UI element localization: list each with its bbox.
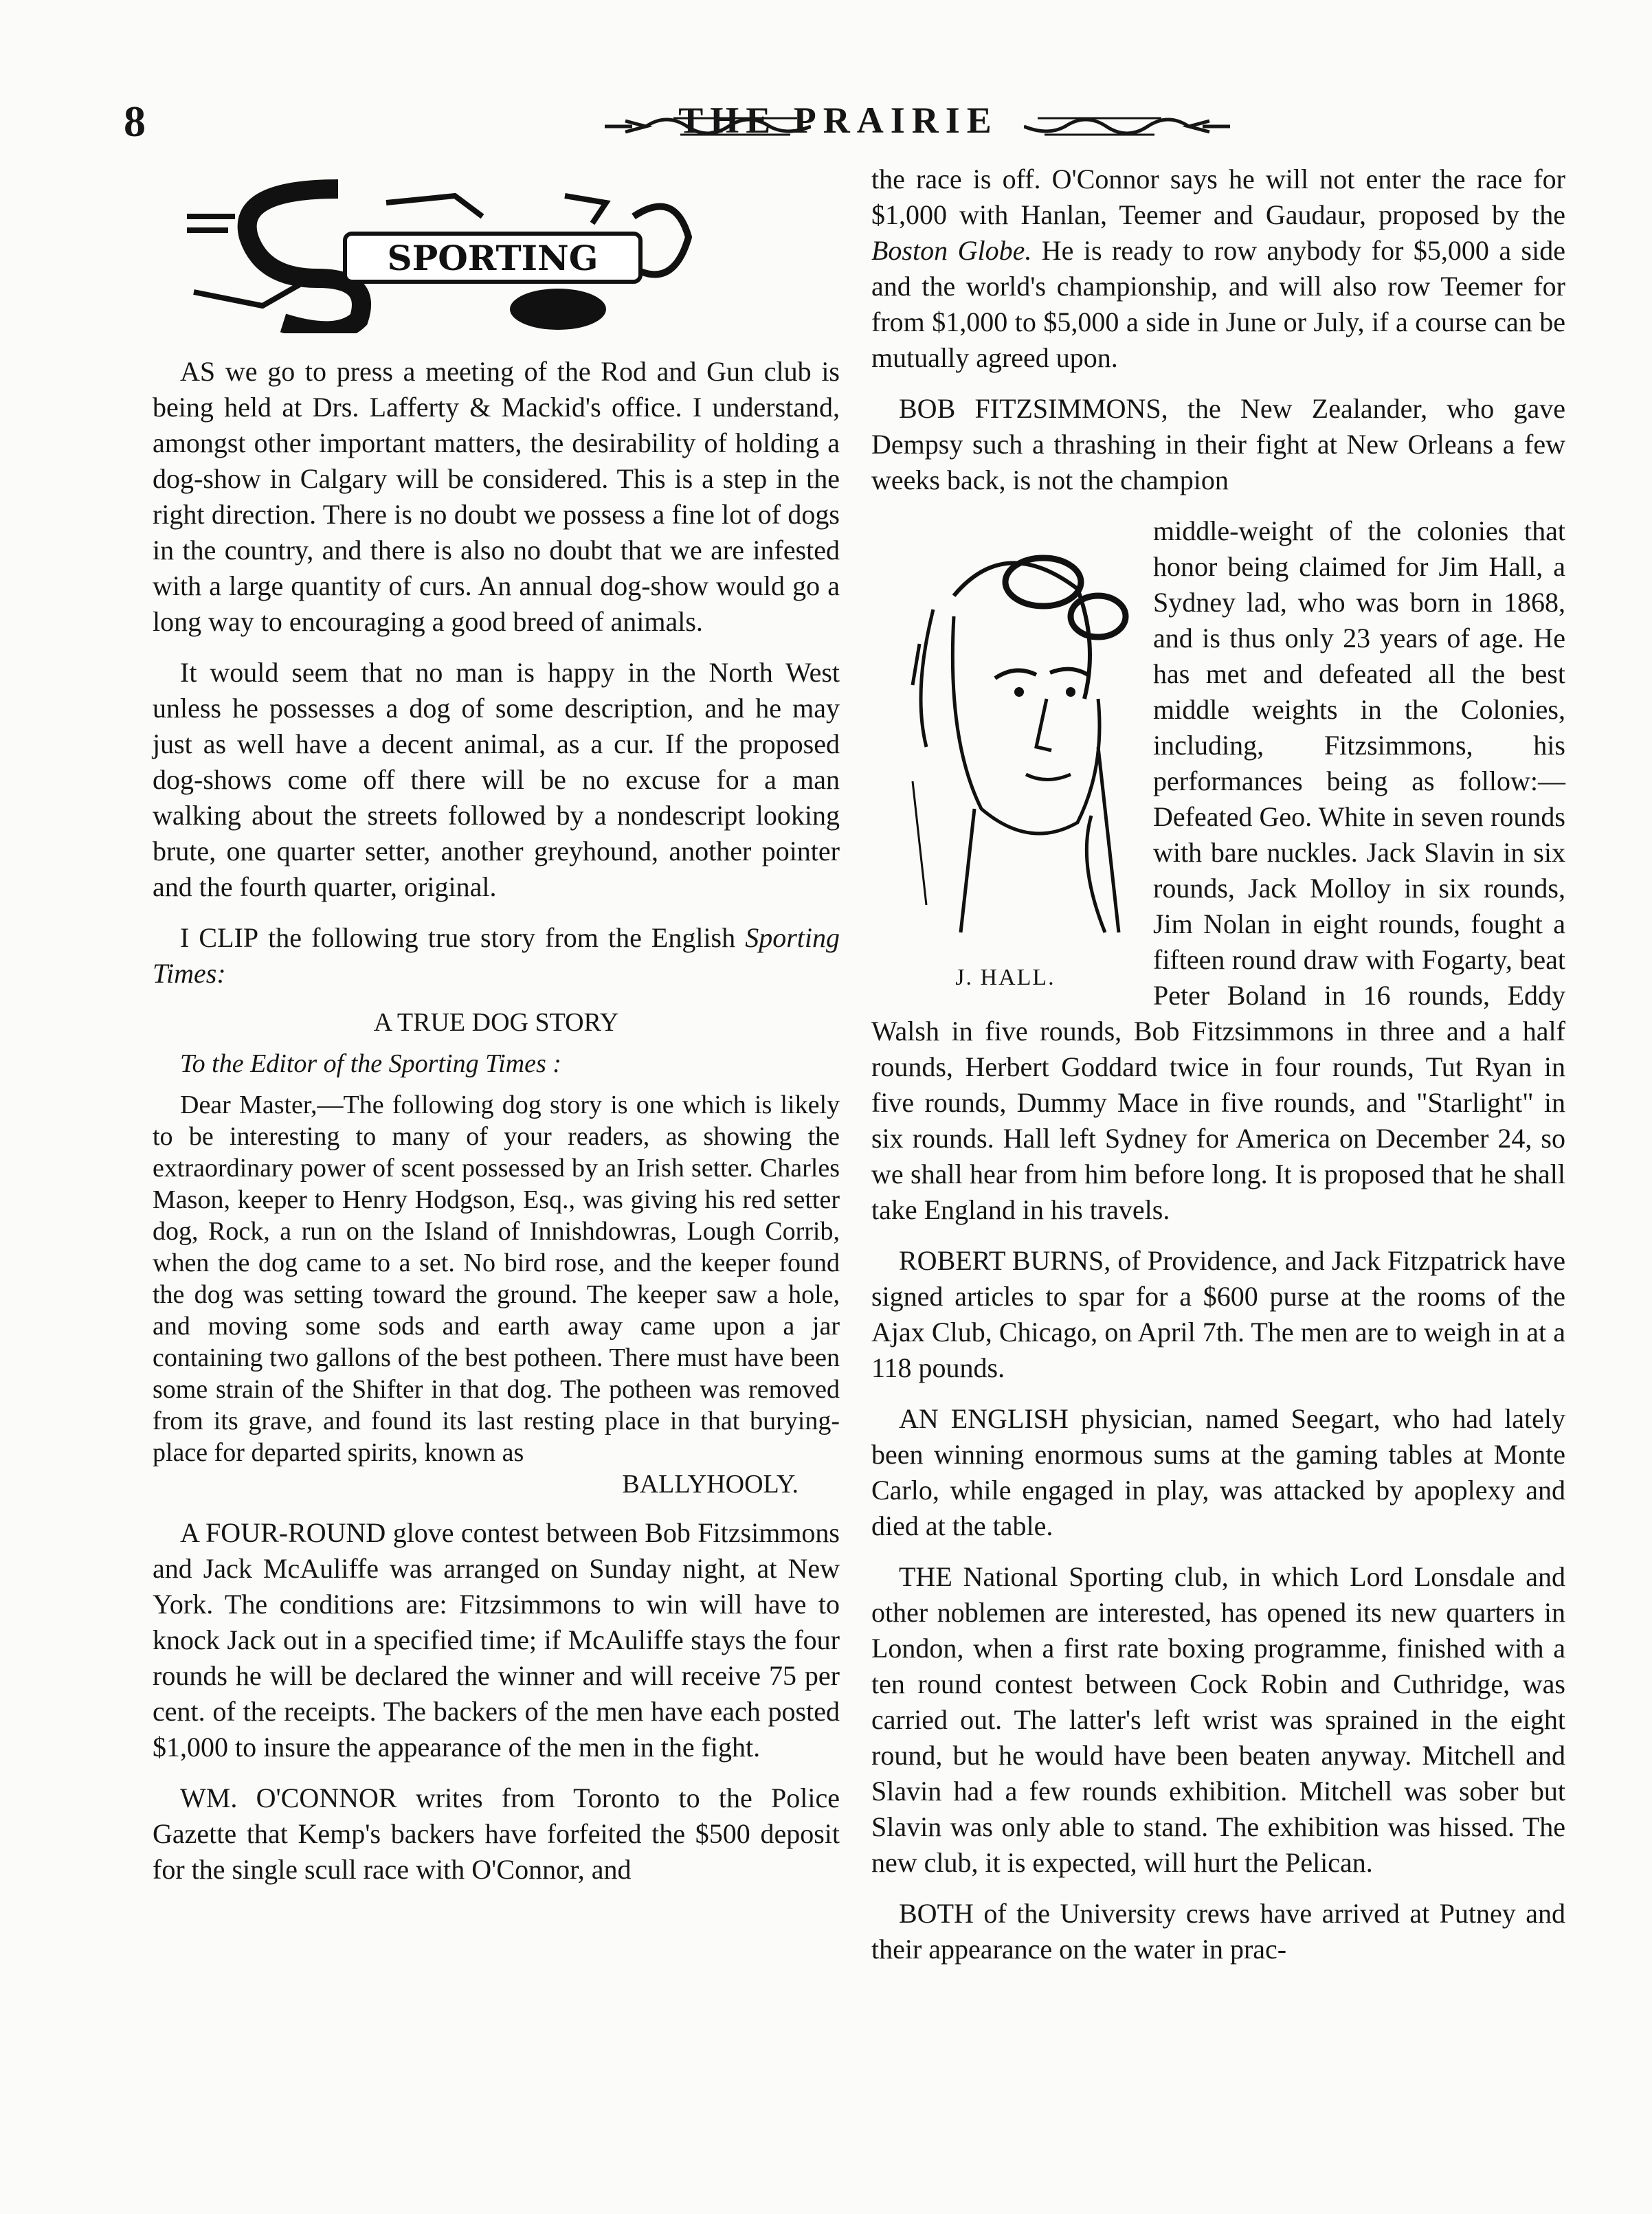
dog-story-letter: [153, 1007, 840, 1500]
paragraph-text: National Sporting club, in which Lord Lonsdale and other noblemen are interested, has opened its new quarters in London, when a first rate boxing programme, finished with a ten round contest between Cock Robin and Cuthridge, was carried out. The latter's left wrist was sprained in the eight round, but he would have been beaten anyway. Mitchell and Slavin had a few rounds exhibition. Mitchell was sober but Slavin was only able to stand. The exhibition was hissed. The new club, it is expected, will hurt the Pelican.: [871, 1561, 1565, 1878]
sporting-banner-title: SPORTING: [387, 238, 599, 278]
paragraph-text: He is ready to row anybody for $5,000 a side and the world's championship, and will also row Teemer for from $1,000 to $5,000 a side in June or July, if a course can be mutually agreed upon.: [871, 235, 1565, 373]
story-body: Dear Master,—The following dog story is one which is likely to be interesting to many of your readers, as showing the extraordinary power of scent possessed by an Irish setter. Charles Mason, keeper to Henry Hodgson, Esq., was giving his red setter dog, Rock, a run on the Island of Innishdowras, Lough Corrib, when the dog came to a set. No bird rose, and the keeper found the dog was setting toward the ground. The keeper saw a hole, and moving some sods and earth away came upon a jar containing two gallons of the best potheen. There must have been some strain of the Shifter in that dog. The potheen was removed from its grave, and found its last resting place in that burying-place for departed spirits, known as: [153, 1091, 840, 1467]
lead-word: BOB FITZSIMMONS: [899, 393, 1161, 424]
paragraph: [871, 1559, 1565, 1881]
portrait-figure: [871, 520, 1139, 1001]
left-column: [153, 161, 840, 1903]
paragraph: [871, 1896, 1565, 1967]
paragraph: [871, 161, 1565, 376]
paragraph: [153, 1780, 840, 1888]
lead-word: BOTH: [899, 1898, 974, 1929]
paragraph: [153, 920, 840, 992]
story-signature: BALLYHOOLY.: [622, 1470, 799, 1499]
boxer-portrait-illustration: [871, 520, 1139, 939]
paragraph-text: the race is off. O'Connor says he will not enter the race for $1,000 with Hanlan, Teemer and Gaudaur, proposed by the: [871, 164, 1565, 230]
lead-word: A FOUR-ROUND: [180, 1517, 386, 1548]
paragraph-text: the following true story from the English: [258, 922, 746, 953]
paragraph-text: , the New Zealander, who gave Dempsy such a thrashing in their fight at New Orleans a few weeks back, is not the champion: [871, 393, 1565, 495]
paragraph: [153, 1515, 840, 1765]
paragraph: It would seem that no man is happy in the North West unless he possesses a dog of some description, and he may just as well have a decent animal, as a cur. If the proposed dog-shows come off there will be no excuse for a man walking about the streets followed by a nondescript looking brute, one quarter setter, another greyhound, another pointer and the fourth quarter, original.: [153, 657, 840, 902]
publication-name: Sporting Times:: [153, 922, 840, 989]
page-header: [124, 96, 1553, 158]
lead-word: ROBERT BURNS: [899, 1245, 1104, 1276]
lead-word: AN ENGLISH: [899, 1403, 1069, 1434]
paragraph: [153, 354, 840, 640]
story-salutation: To the Editor of the Sporting Times :: [180, 1049, 561, 1078]
header-ornament-right: [1024, 111, 1230, 139]
paragraph-text: of the University crews have arrived at Putney and their appearance on the water in prac-: [871, 1898, 1565, 1965]
magazine-title: THE PRAIRIE: [678, 100, 998, 141]
portrait-caption: J. HALL.: [955, 965, 1056, 990]
paragraph: [871, 391, 1565, 498]
paragraph-text: we go to press a meeting of the Rod and Gun club is being held at Drs. Lafferty & Mackid's office. I understand, amongst other important matters, the desirability of holding a dog-show in Calgary will be considered. This is a step in the right direction. There is no doubt we possess a fine lot of dogs in the country, and there is also no doubt that we are infested with a large quantity of curs. An annual dog-show would go a long way to encouraging a good breed of animals.: [153, 356, 840, 637]
paragraph: [871, 1243, 1565, 1386]
paragraph-text: writes from Toronto to the Police Gazette that Kemp's backers have forfeited the $500 deposit for the single scull race with O'Connor, and: [153, 1782, 840, 1885]
paragraph: middle-weight of the colonies that honor being claimed for Jim Hall, a Sydney lad, who was born in 1868, and is thus only 23 years of age. He has met and defeated all the best middle weights in the Colonies, including, Fitzsimmons, his performances being as follow:—Defeated Geo. White in seven rounds with bare nuckles. Jack Slavin in six rounds, Jack Molloy in six rounds, Jim Nolan in eight rounds, fought a fifteen round draw with Fogarty, beat Peter Boland in 16 rounds, Eddy Walsh in five rounds, Bob Fitzsimmons in three and a half rounds, Herbert Goddard twice in four rounds, Tut Ryan in five rounds, Dummy Mace in five rounds, and "Starlight" in six rounds. Hall left Sydney for America on December 24, so we shall hear from him before long. It is proposed that he shall take England in his travels.: [871, 515, 1565, 1225]
paragraph-text: physician, named Seegart, who had lately been winning enormous sums at the gaming tables at Monte Carlo, while engaged in play, was attacked by apoplexy and died at the table.: [871, 1403, 1565, 1541]
right-column: [871, 161, 1565, 1982]
paragraph: [871, 1401, 1565, 1544]
lead-word: WM. O'CONNOR: [180, 1782, 397, 1813]
lead-word: I CLIP: [180, 922, 259, 953]
sporting-banner: [180, 175, 702, 333]
story-title: A TRUE DOG STORY: [373, 1008, 619, 1037]
paragraph-text: glove contest between Bob Fitzsimmons and Jack McAuliffe was arranged on Sunday night, at New York. The conditions are: Fitzsimmons to win will have to knock Jack out in a specified time; if McAuliffe stays the four rounds he will be declared the winner and will receive 75 per cent. of the receipts. The backers of the men have each posted $1,000 to insure the appearance of the men in the fight.: [153, 1517, 840, 1763]
lead-word: AS: [180, 356, 216, 387]
page-number: 8: [124, 97, 146, 146]
paragraph-text: , of Providence, and Jack Fitzpatrick have signed articles to spar for a $600 purse at the rooms of the Ajax Club, Chicago, on April 7th. The men are to weigh in at a 118 pounds.: [871, 1245, 1565, 1383]
publication-name: Boston Globe.: [871, 235, 1032, 266]
lead-word: THE: [899, 1561, 952, 1592]
